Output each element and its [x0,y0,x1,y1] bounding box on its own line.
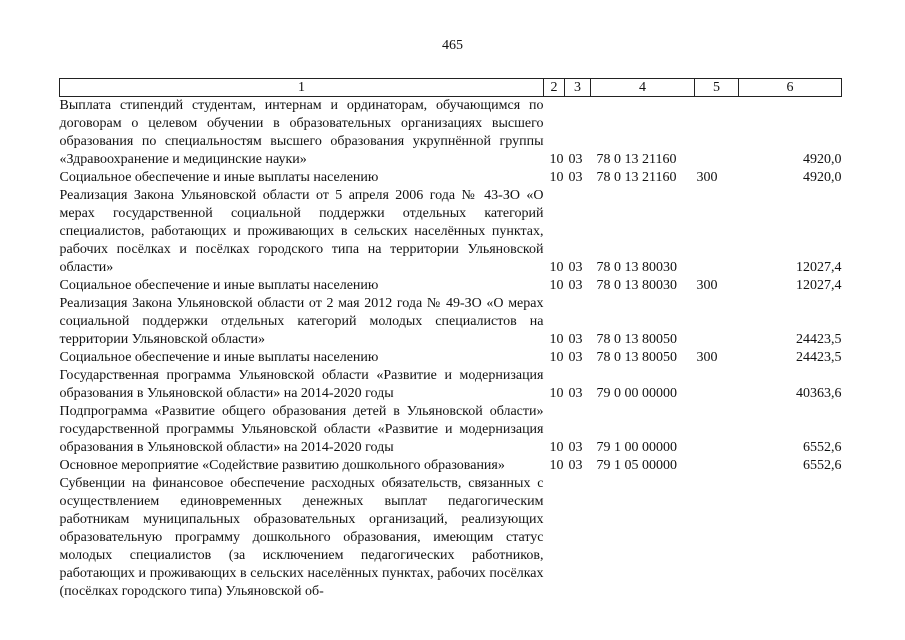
table-row [60,295,842,349]
row-amount-cell: 40363,6 [796,386,842,401]
row-subsection-cell: 03 [568,278,583,293]
row-section-cell: 10 [549,440,564,455]
column-header-amount: 6 [739,79,842,97]
row-target-article-cell: 78 0 13 80030 [596,278,677,293]
row-amount-cell: 4920,0 [803,170,842,185]
row-target-article-cell: 79 0 00 00000 [596,386,677,401]
table-row [60,349,842,367]
column-header-name: 1 [60,79,544,97]
row-section-cell: 10 [549,458,564,473]
row-expense-type-cell [695,367,739,403]
row-target-article-cell: 78 0 13 80030 [596,260,677,275]
row-expense-type-cell [695,97,739,170]
row-section-cell: 10 [549,260,564,275]
row-expense-type-cell [695,475,739,601]
row-expense-type-cell [695,403,739,457]
row-amount-cell: 6552,6 [803,458,842,473]
row-expense-type-cell: 300 [696,350,718,365]
table-row [60,169,842,187]
row-subsection-cell: 03 [568,386,583,401]
column-header-section: 2 [544,79,565,97]
row-name-cell: Основное мероприятие «Содействие развитию дошкольного образования» [59,458,505,473]
table-row [60,277,842,295]
row-amount-cell: 24423,5 [796,350,842,365]
column-header-target-article: 4 [591,79,695,97]
row-section-cell [544,475,565,601]
row-subsection-cell: 03 [568,458,583,473]
row-section-cell: 10 [549,152,564,167]
row-name-cell: Государственная программа Ульяновской области «Развитие и модернизация образования в Ульяновской области» на 2014-2020 годы [59,368,544,401]
row-expense-type-cell [695,187,739,277]
row-subsection-cell: 03 [568,170,583,185]
row-expense-type-cell: 300 [696,278,718,293]
row-expense-type-cell: 300 [696,170,718,185]
column-header-subsection: 3 [565,79,591,97]
row-subsection-cell: 03 [568,440,583,455]
row-expense-type-cell [695,295,739,349]
row-name-cell: Реализация Закона Ульяновской области от 5 апреля 2006 года № 43-ЗО «О мерах государственной социальной поддержки отдельных категорий специалистов, работающих и проживающих в сельских населённых пунктах, рабочих посёлках и посёлках городского типа на территории Ульяновской области» [59,188,544,275]
row-name-cell: Субвенции на финансовое обеспечение расходных обязательств, связанных с осуществлением единовременных денежных выплат педагогическим работникам муниципальных образовательных организаций, реализующих образовательную программу дошкольного образования, имеющим статус молодых специалистов (за исключением педагогических работников, работающих и проживающих в сельских населённых пунктах, рабочих посёлках (посёлках городского типа) Ульяновской об- [59,476,544,599]
row-amount-cell [739,475,842,601]
page-number: 465 [442,38,463,53]
row-section-cell: 10 [549,332,564,347]
row-name-cell: Реализация Закона Ульяновской области от 2 мая 2012 года № 49-ЗО «О мерах социальной поддержки отдельных категорий молодых специалистов на территории Ульяновской области» [59,296,544,347]
column-header-expense-type: 5 [695,79,739,97]
row-target-article-cell: 79 1 05 00000 [596,458,677,473]
row-section-cell: 10 [549,386,564,401]
row-amount-cell: 24423,5 [796,332,842,347]
row-section-cell: 10 [549,278,564,293]
row-amount-cell: 12027,4 [796,260,842,275]
row-subsection-cell: 03 [568,332,583,347]
row-target-article-cell: 78 0 13 80050 [596,332,677,347]
row-target-article-cell: 78 0 13 21160 [596,152,677,167]
table-row [60,475,842,601]
table-row [60,187,842,277]
table-body [60,97,842,602]
row-subsection-cell: 03 [568,260,583,275]
row-name-cell: Выплата стипендий студентам, интернам и ординаторам, обучающимся по договорам о целевом обучении в образовательных организациях высшего образования по специальностям высшего образования укрупнённой группы «Здравоохранение и медицинские науки» [59,98,544,167]
row-section-cell: 10 [549,170,564,185]
row-subsection-cell: 03 [568,350,583,365]
budget-table [59,78,842,601]
table-row [60,367,842,403]
row-target-article-cell: 79 1 00 00000 [596,440,677,455]
header-row [60,79,842,97]
row-section-cell: 10 [549,350,564,365]
row-name-cell: Социальное обеспечение и иные выплаты населению [59,170,379,185]
row-amount-cell: 12027,4 [796,278,842,293]
row-amount-cell: 4920,0 [803,152,842,167]
table-row [60,97,842,170]
row-name-cell: Социальное обеспечение и иные выплаты населению [59,278,379,293]
row-target-article-cell [591,475,695,601]
row-expense-type-cell [695,457,739,475]
row-subsection-cell: 03 [568,152,583,167]
row-name-cell: Подпрограмма «Развитие общего образования детей в Ульяновской области» государственной программы Ульяновской области «Развитие и модернизация образования в Ульяновской области» на 2014-2020 годы [59,404,544,455]
row-name-cell: Социальное обеспечение и иные выплаты населению [59,350,379,365]
table-row [60,403,842,457]
row-subsection-cell [565,475,591,601]
row-amount-cell: 6552,6 [803,440,842,455]
row-target-article-cell: 78 0 13 80050 [596,350,677,365]
table-row [60,457,842,475]
row-target-article-cell: 78 0 13 21160 [596,170,677,185]
